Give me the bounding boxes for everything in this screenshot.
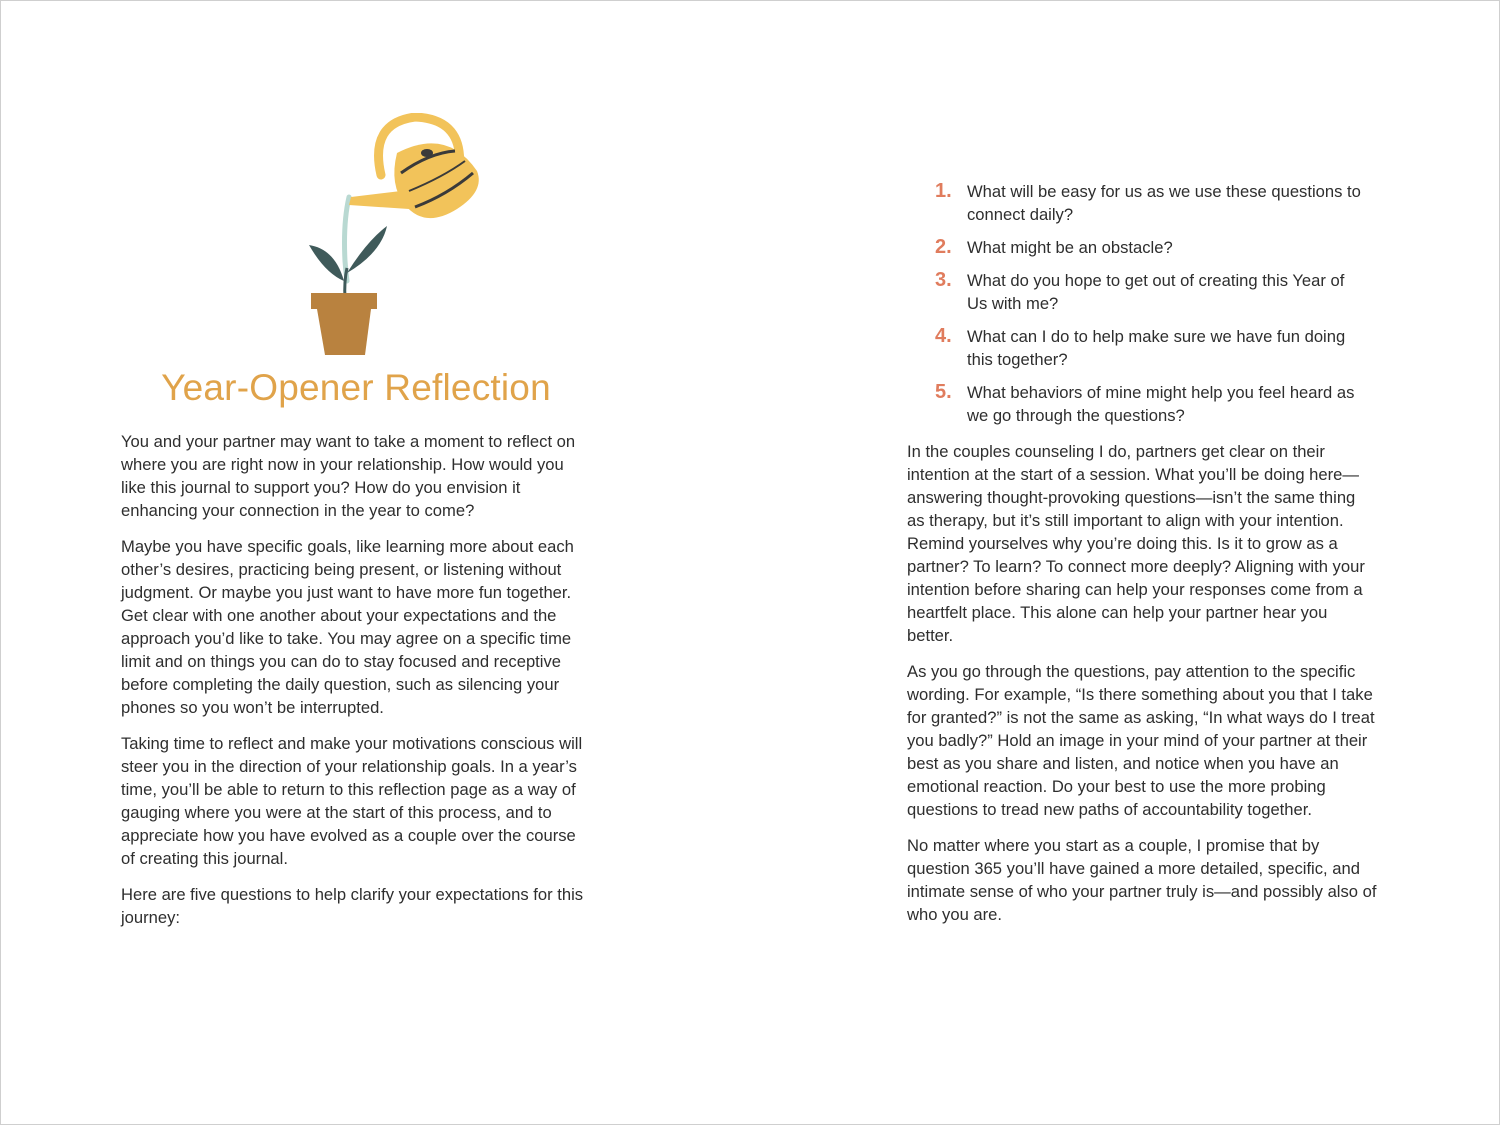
question-number: 2.	[935, 236, 952, 258]
right-page-body	[907, 440, 1377, 939]
paragraph: Here are five questions to help clarify your expectations for this journey:	[121, 885, 584, 927]
question-text: What do you hope to get out of creating this Year of Us with me?	[967, 271, 1345, 313]
list-item	[935, 269, 1365, 315]
paragraph: Maybe you have specific goals, like learning more about each other’s desires, practicing being present, or listening without judgment. Or maybe you just want to have more fun together. Get clear with one another about your expectations and the approach you’d like to take. You may agree on a specific time limit and on things you can do to stay focused and receptive before completing the daily question, such as silencing your phones so you won’t be interrupted.	[121, 537, 574, 717]
list-item	[935, 325, 1365, 371]
question-text: What can I do to help make sure we have fun doing this together?	[967, 327, 1346, 369]
question-number: 4.	[935, 325, 952, 347]
list-item	[935, 236, 1365, 259]
paragraph: Taking time to reflect and make your motivations conscious will steer you in the direction of your relationship goals. In a year’s time, you’ll be able to return to this reflection page as a way of gauging where you were at the start of this process, and to appreciate how you have evolved as a couple over the course of creating this journal.	[121, 734, 583, 868]
paragraph: No matter where you start as a couple, I promise that by question 365 you’ll have gained a more detailed, specific, and intimate sense of who your partner truly is—and possibly also of who you are.	[907, 836, 1377, 924]
paragraph: As you go through the questions, pay attention to the specific wording. For example, “Is there something about you that I take for granted?” is not the same as asking, “In what ways do I treat you badly?” Hold an image in your mind of your partner at their best as you share and listen, and notice when you have an emotional reaction. Do your best to use the more probing questions to tread new paths of accountability together.	[907, 662, 1375, 819]
page-title: Year-Opener Reflection	[161, 367, 551, 408]
questions-list	[935, 180, 1365, 437]
question-number: 5.	[935, 381, 952, 403]
watering-can-plant-illustration	[297, 113, 497, 363]
paragraph: In the couples counseling I do, partners get clear on their intention at the start of a session. What you’ll be doing here—answering thought-provoking questions—isn’t the same thing as therapy, but it’s still important to align with your intention. Remind yourselves why you’re doing this. Is it to grow as a partner? To learn? To connect more deeply? Aligning with your intention before sharing can help your responses come from a heartfelt place. This alone can help your partner hear you better.	[907, 442, 1365, 645]
question-number: 3.	[935, 269, 952, 291]
paragraph: You and your partner may want to take a moment to reflect on where you are right now in your relationship. How would you like this journal to support you? How do you envision it enhancing your connection in the year to come?	[121, 432, 576, 520]
list-item	[935, 180, 1365, 226]
question-text: What will be easy for us as we use these questions to connect daily?	[967, 182, 1361, 224]
left-page-body	[121, 430, 593, 942]
watering-can-icon	[297, 113, 497, 363]
list-item	[935, 381, 1365, 427]
question-text: What behaviors of mine might help you feel heard as we go through the questions?	[967, 383, 1355, 425]
question-text: What might be an obstacle?	[967, 238, 1173, 257]
question-number: 1.	[935, 180, 952, 202]
